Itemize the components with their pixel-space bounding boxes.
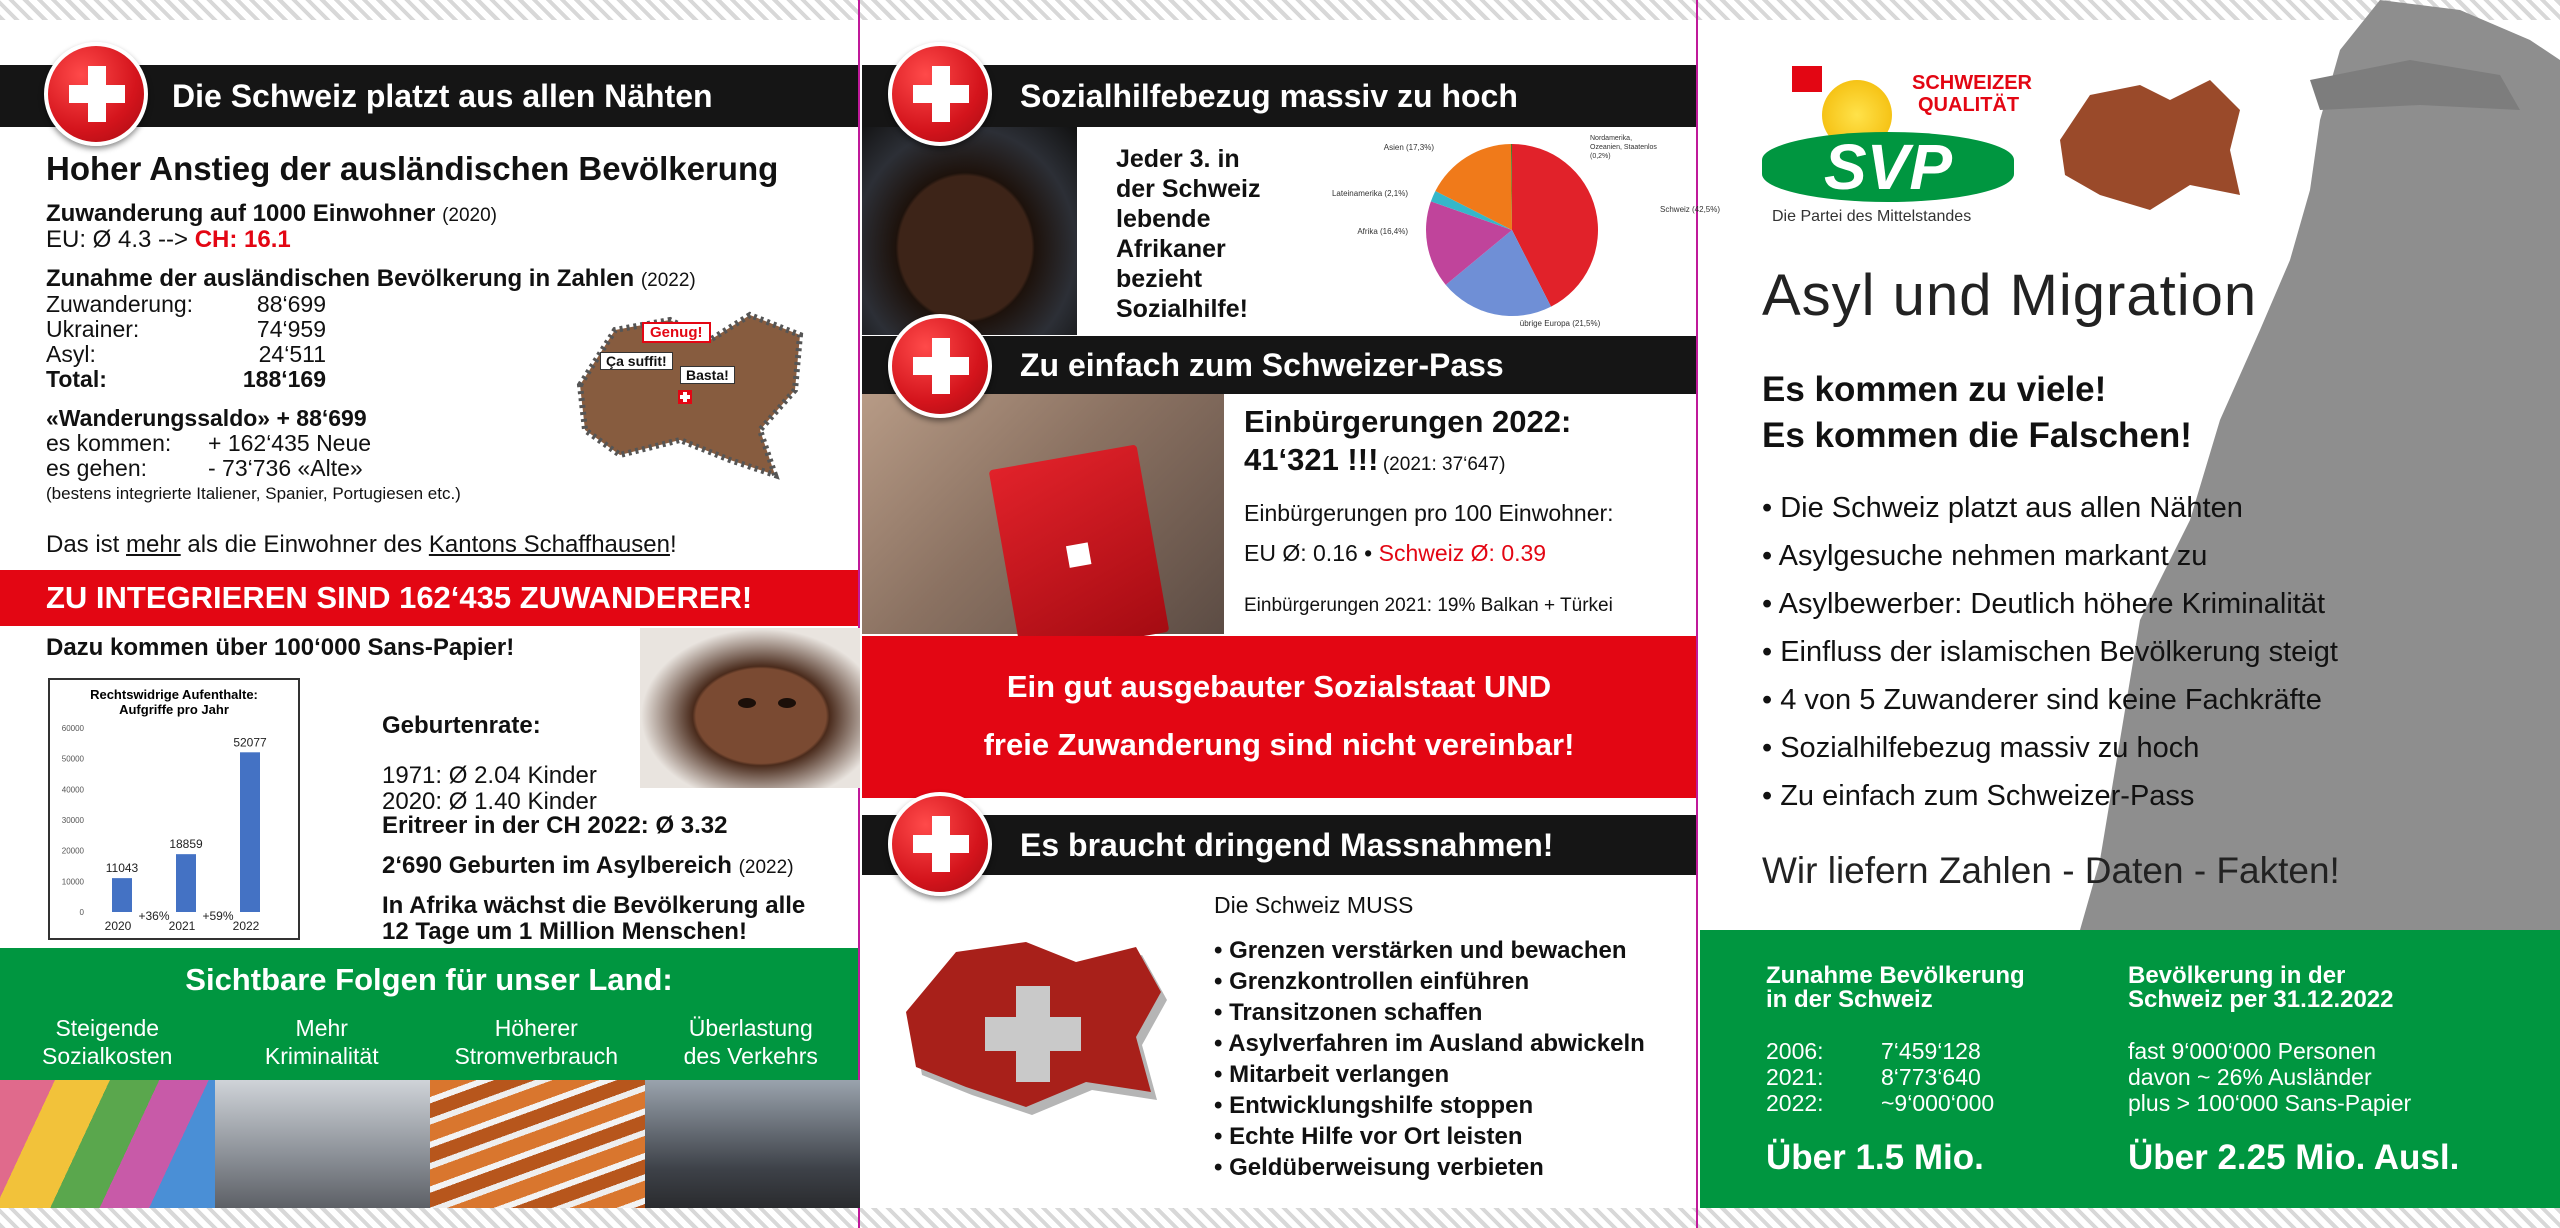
- birthrate-title: Geburtenrate:: [382, 712, 541, 739]
- passport-cross-icon: [1066, 542, 1091, 567]
- naturalization-title: Einbürgerungen 2022:: [1244, 404, 1572, 439]
- y-tick-label: 20000: [61, 846, 84, 856]
- svp-logo: [1762, 62, 2032, 232]
- measure-item: • Entwicklungshilfe stoppen: [1214, 1090, 1645, 1121]
- measure-item: • Transitzonen schaffen: [1214, 997, 1645, 1028]
- ch-value: CH: 16.1: [194, 226, 291, 253]
- immigration-year: (2020): [442, 205, 497, 226]
- bar-value-label: 18859: [169, 837, 203, 852]
- measure-item: • Grenzkontrollen einführen: [1214, 966, 1645, 997]
- consequence-photos: [0, 1080, 860, 1208]
- baby-eye-left: [738, 698, 756, 708]
- stat-row: Asyl: 24‘511: [46, 341, 326, 367]
- eu-ch-line: [46, 226, 291, 254]
- logo-quality-text-1: SCHWEIZER: [1912, 72, 2032, 94]
- asyl-births-line: 2‘690 Geburten im Asylbereich (2022): [382, 852, 794, 879]
- logo-svp-text: SVP: [1823, 131, 1953, 203]
- pop-right-title-1: Bevölkerung in der: [2128, 962, 2346, 989]
- measure-item: • Grenzen verstärken und bewachen: [1214, 935, 1645, 966]
- integrate-banner: ZU INTEGRIEREN SIND 162‘435 ZUWANDERER!: [0, 570, 858, 626]
- x-category-label: 2020: [104, 919, 132, 933]
- schaffhausen-line: Das ist mehr als die Einwohner des Kantons Schaffhausen!: [46, 531, 677, 558]
- saldo-title: «Wanderungssaldo» + 88‘699: [46, 405, 367, 431]
- africa-line-1: In Afrika wächst die Bevölkerung alle: [382, 892, 806, 919]
- chart-title-line1: Rechtswidrige Aufenthalte:: [90, 687, 258, 702]
- banknotes-photo: [0, 1080, 215, 1208]
- pie-chart-svg: [1331, 130, 1721, 340]
- increase-year: (2022): [640, 270, 696, 291]
- crowd-map-image: [560, 290, 820, 490]
- logo-subtitle: Die Partei des Mittelstandes: [1772, 208, 1972, 225]
- header-title-1: Die Schweiz platzt aus allen Nähten: [172, 77, 713, 114]
- main-title: Asyl und Migration: [1762, 263, 2258, 328]
- pie-chart: [1331, 130, 1721, 340]
- social-text-block: Jeder 3. in der Schweiz lebende Afrikaner bezieht Sozialhilfe!: [1116, 145, 1261, 323]
- pie-label: Ozeanien, Staatenlos: [1590, 144, 1657, 151]
- swiss-map-cross-image: [892, 930, 1182, 1130]
- bar-chart: [48, 678, 300, 940]
- panel-left: [0, 0, 860, 1228]
- eritreer-text: Eritreer in der CH 2022: Ø 3.32: [382, 812, 728, 839]
- logo-flag-icon: [1792, 66, 1822, 92]
- bar-2021: [176, 854, 196, 912]
- y-tick-label: 30000: [61, 816, 84, 825]
- pie-label: Schweiz (42,5%): [1660, 205, 1721, 214]
- consequences-labels: [0, 1014, 858, 1070]
- measure-item: • Mitarbeit verlangen: [1214, 1059, 1645, 1090]
- swiss-cross-icon: [888, 42, 992, 146]
- summary-item: • Die Schweiz platzt aus allen Nähten: [1762, 484, 2338, 532]
- consequence-crime: Mehr Kriminalität: [264, 1015, 379, 1069]
- logo-quality-text-2: QUALITÄT: [1918, 94, 2020, 116]
- crowded-train-photo: [645, 1080, 860, 1208]
- x-category-label: 2021: [168, 919, 196, 933]
- summary-item: • Einfluss der islamischen Bevölkerung steigt: [1762, 628, 2338, 676]
- stats-table: [46, 292, 326, 392]
- immigration-label: Zuwanderung auf 1000 Einwohner: [46, 200, 436, 227]
- bar-chart-svg: [50, 680, 298, 938]
- birth-2020: 2020: Ø 1.40 Kinder: [382, 788, 597, 815]
- africa-line-2: 12 Tage um 1 Million Menschen!: [382, 918, 747, 945]
- summary-item: • Zu einfach zum Schweizer-Pass: [1762, 772, 2338, 820]
- pop-left-big: Über 1.5 Mio.: [1766, 1138, 1984, 1177]
- cables-photo: [430, 1080, 645, 1208]
- consequences-banner: [0, 948, 858, 1080]
- consequence-power: Höherer Stromverbrauch: [454, 1015, 619, 1069]
- must-title: Die Schweiz MUSS: [1214, 892, 1414, 918]
- bar-2020: [112, 878, 132, 912]
- pie-label: Lateinamerika (2,1%): [1331, 189, 1408, 198]
- pop-left-title-1: Zunahme Bevölkerung: [1766, 962, 2025, 989]
- passport-photo: [862, 394, 1224, 634]
- baby-eye-right: [778, 698, 796, 708]
- pop-left-rows: 2006: 7‘459‘128 2021: 8‘773‘640 2022: ~9‘000‘000: [1766, 1038, 1995, 1116]
- pop-right-big: Über 2.25 Mio. Ausl.: [2128, 1138, 2460, 1177]
- pop-left-title-2: in der Schweiz: [1766, 986, 1933, 1013]
- logo-green-band: [1762, 132, 2014, 202]
- summary-item: • Asylbewerber: Deutlich höhere Kriminalität: [1762, 580, 2338, 628]
- pop-right-rows: fast 9‘000‘000 Personen davon ~ 26% Ausländer plus > 100‘000 Sans-Papier: [2128, 1038, 2412, 1116]
- summary-bullets: [1762, 484, 2338, 820]
- chart-title-line2: Aufgriffe pro Jahr: [119, 702, 229, 717]
- stat-row-total: Total: 188‘169: [46, 366, 326, 392]
- tagline: Wir liefern Zahlen - Daten - Fakten!: [1762, 850, 2340, 891]
- consequence-social: Steigende Sozialkosten: [42, 1015, 173, 1069]
- sign-basta: Basta!: [680, 366, 735, 384]
- growth-label: +59%: [202, 909, 234, 923]
- stat-row: Ukrainer: 74‘959: [46, 316, 326, 342]
- measure-item: • Echte Hilfe vor Ort leisten: [1214, 1121, 1645, 1152]
- naturalization-value-line: 41‘321 !!! (2021: 37‘647): [1244, 442, 1506, 477]
- header-title-measures: Es braucht dringend Massnahmen!: [1020, 826, 1554, 863]
- sign-ca-suffit: Ça suffit!: [600, 352, 673, 370]
- x-category-label: 2022: [232, 919, 260, 933]
- consequences-title: Sichtbare Folgen für unser Land:: [185, 962, 673, 997]
- pie-label: (0,2%): [1590, 153, 1611, 160]
- bar-2022: [240, 752, 260, 912]
- population-box: [1700, 930, 2560, 1208]
- increase-line: [46, 265, 696, 293]
- swiss-cross-icon: [888, 314, 992, 418]
- measure-item: • Geldüberweisung verbieten: [1214, 1152, 1645, 1183]
- baby-photo: [640, 628, 860, 788]
- smoking-man-photo: [862, 127, 1077, 335]
- sanspapier-text: Dazu kommen über 100‘000 Sans-Papier!: [46, 634, 515, 661]
- sign-genug: Genug!: [642, 322, 711, 343]
- bar-value-label: 11043: [105, 861, 139, 876]
- immigration-line: [46, 200, 497, 228]
- pop-right-title-2: Schweiz per 31.12.2022: [2128, 986, 2394, 1013]
- measure-item: • Asylverfahren im Ausland abwickeln: [1214, 1028, 1645, 1059]
- per100-values: EU Ø: 0.16 • Schweiz Ø: 0.39: [1244, 540, 1547, 566]
- summary-item: • Asylgesuche nehmen markant zu: [1762, 532, 2338, 580]
- y-tick-label: 0: [79, 908, 84, 917]
- swiss-cross-icon: [888, 792, 992, 896]
- eu-value: EU: Ø 4.3 -->: [46, 226, 189, 253]
- slogan-1: Es kommen zu viele!: [1762, 370, 2107, 409]
- measures-list: [1214, 935, 1645, 1183]
- bar-value-label: 52077: [233, 735, 267, 750]
- panel-right: [1700, 0, 2560, 1228]
- altercation-photo: [215, 1080, 430, 1208]
- pie-label: Nordamerika,: [1590, 135, 1633, 142]
- naturalization-2021: Einbürgerungen 2021: 19% Balkan + Türkei: [1244, 595, 1613, 616]
- y-tick-label: 60000: [61, 724, 84, 733]
- birth-1971: 1971: Ø 2.04 Kinder: [382, 762, 597, 789]
- y-tick-label: 50000: [61, 754, 84, 764]
- pie-label: Afrika (16,4%): [1357, 227, 1408, 236]
- y-tick-label: 40000: [61, 785, 84, 795]
- swiss-cross-icon: [44, 42, 148, 146]
- header-title-social: Sozialhilfebezug massiv zu hoch: [1020, 77, 1518, 114]
- crowd-swiss-map-image: [2050, 70, 2250, 220]
- saldo-note: (bestens integrierte Italiener, Spanier, Portugiesen etc.): [46, 484, 461, 503]
- red-statement-box: Ein gut ausgebauter Sozialstaat UND freie Zuwanderung sind nicht vereinbar!: [862, 636, 1696, 798]
- saldo-rows: es kommen: + 162‘435 Neue es gehen: - 73‘736 «Alte»: [46, 430, 372, 481]
- red-passport: [989, 444, 1170, 657]
- per100-label: Einbürgerungen pro 100 Einwohner:: [1244, 500, 1614, 526]
- summary-item: • Sozialhilfebezug massiv zu hoch: [1762, 724, 2338, 772]
- headline: Hoher Anstieg der ausländischen Bevölkerung: [46, 150, 779, 187]
- header-title-passport: Zu einfach zum Schweizer-Pass: [1020, 346, 1504, 383]
- pie-label: übrige Europa (21,5%): [1519, 319, 1601, 328]
- summary-item: • 4 von 5 Zuwanderer sind keine Fachkräfte: [1762, 676, 2338, 724]
- consequence-traffic: Überlastung des Verkehrs: [683, 1015, 818, 1069]
- y-tick-label: 10000: [61, 877, 84, 887]
- increase-label: Zunahme der ausländischen Bevölkerung in Zahlen: [46, 265, 635, 292]
- slogan-2: Es kommen die Falschen!: [1762, 416, 2192, 455]
- pie-label: Asien (17,3%): [1383, 143, 1434, 152]
- stat-row: Zuwanderung: 88‘699: [46, 291, 326, 317]
- panel-middle: [862, 0, 1721, 1228]
- growth-label: +36%: [138, 909, 170, 923]
